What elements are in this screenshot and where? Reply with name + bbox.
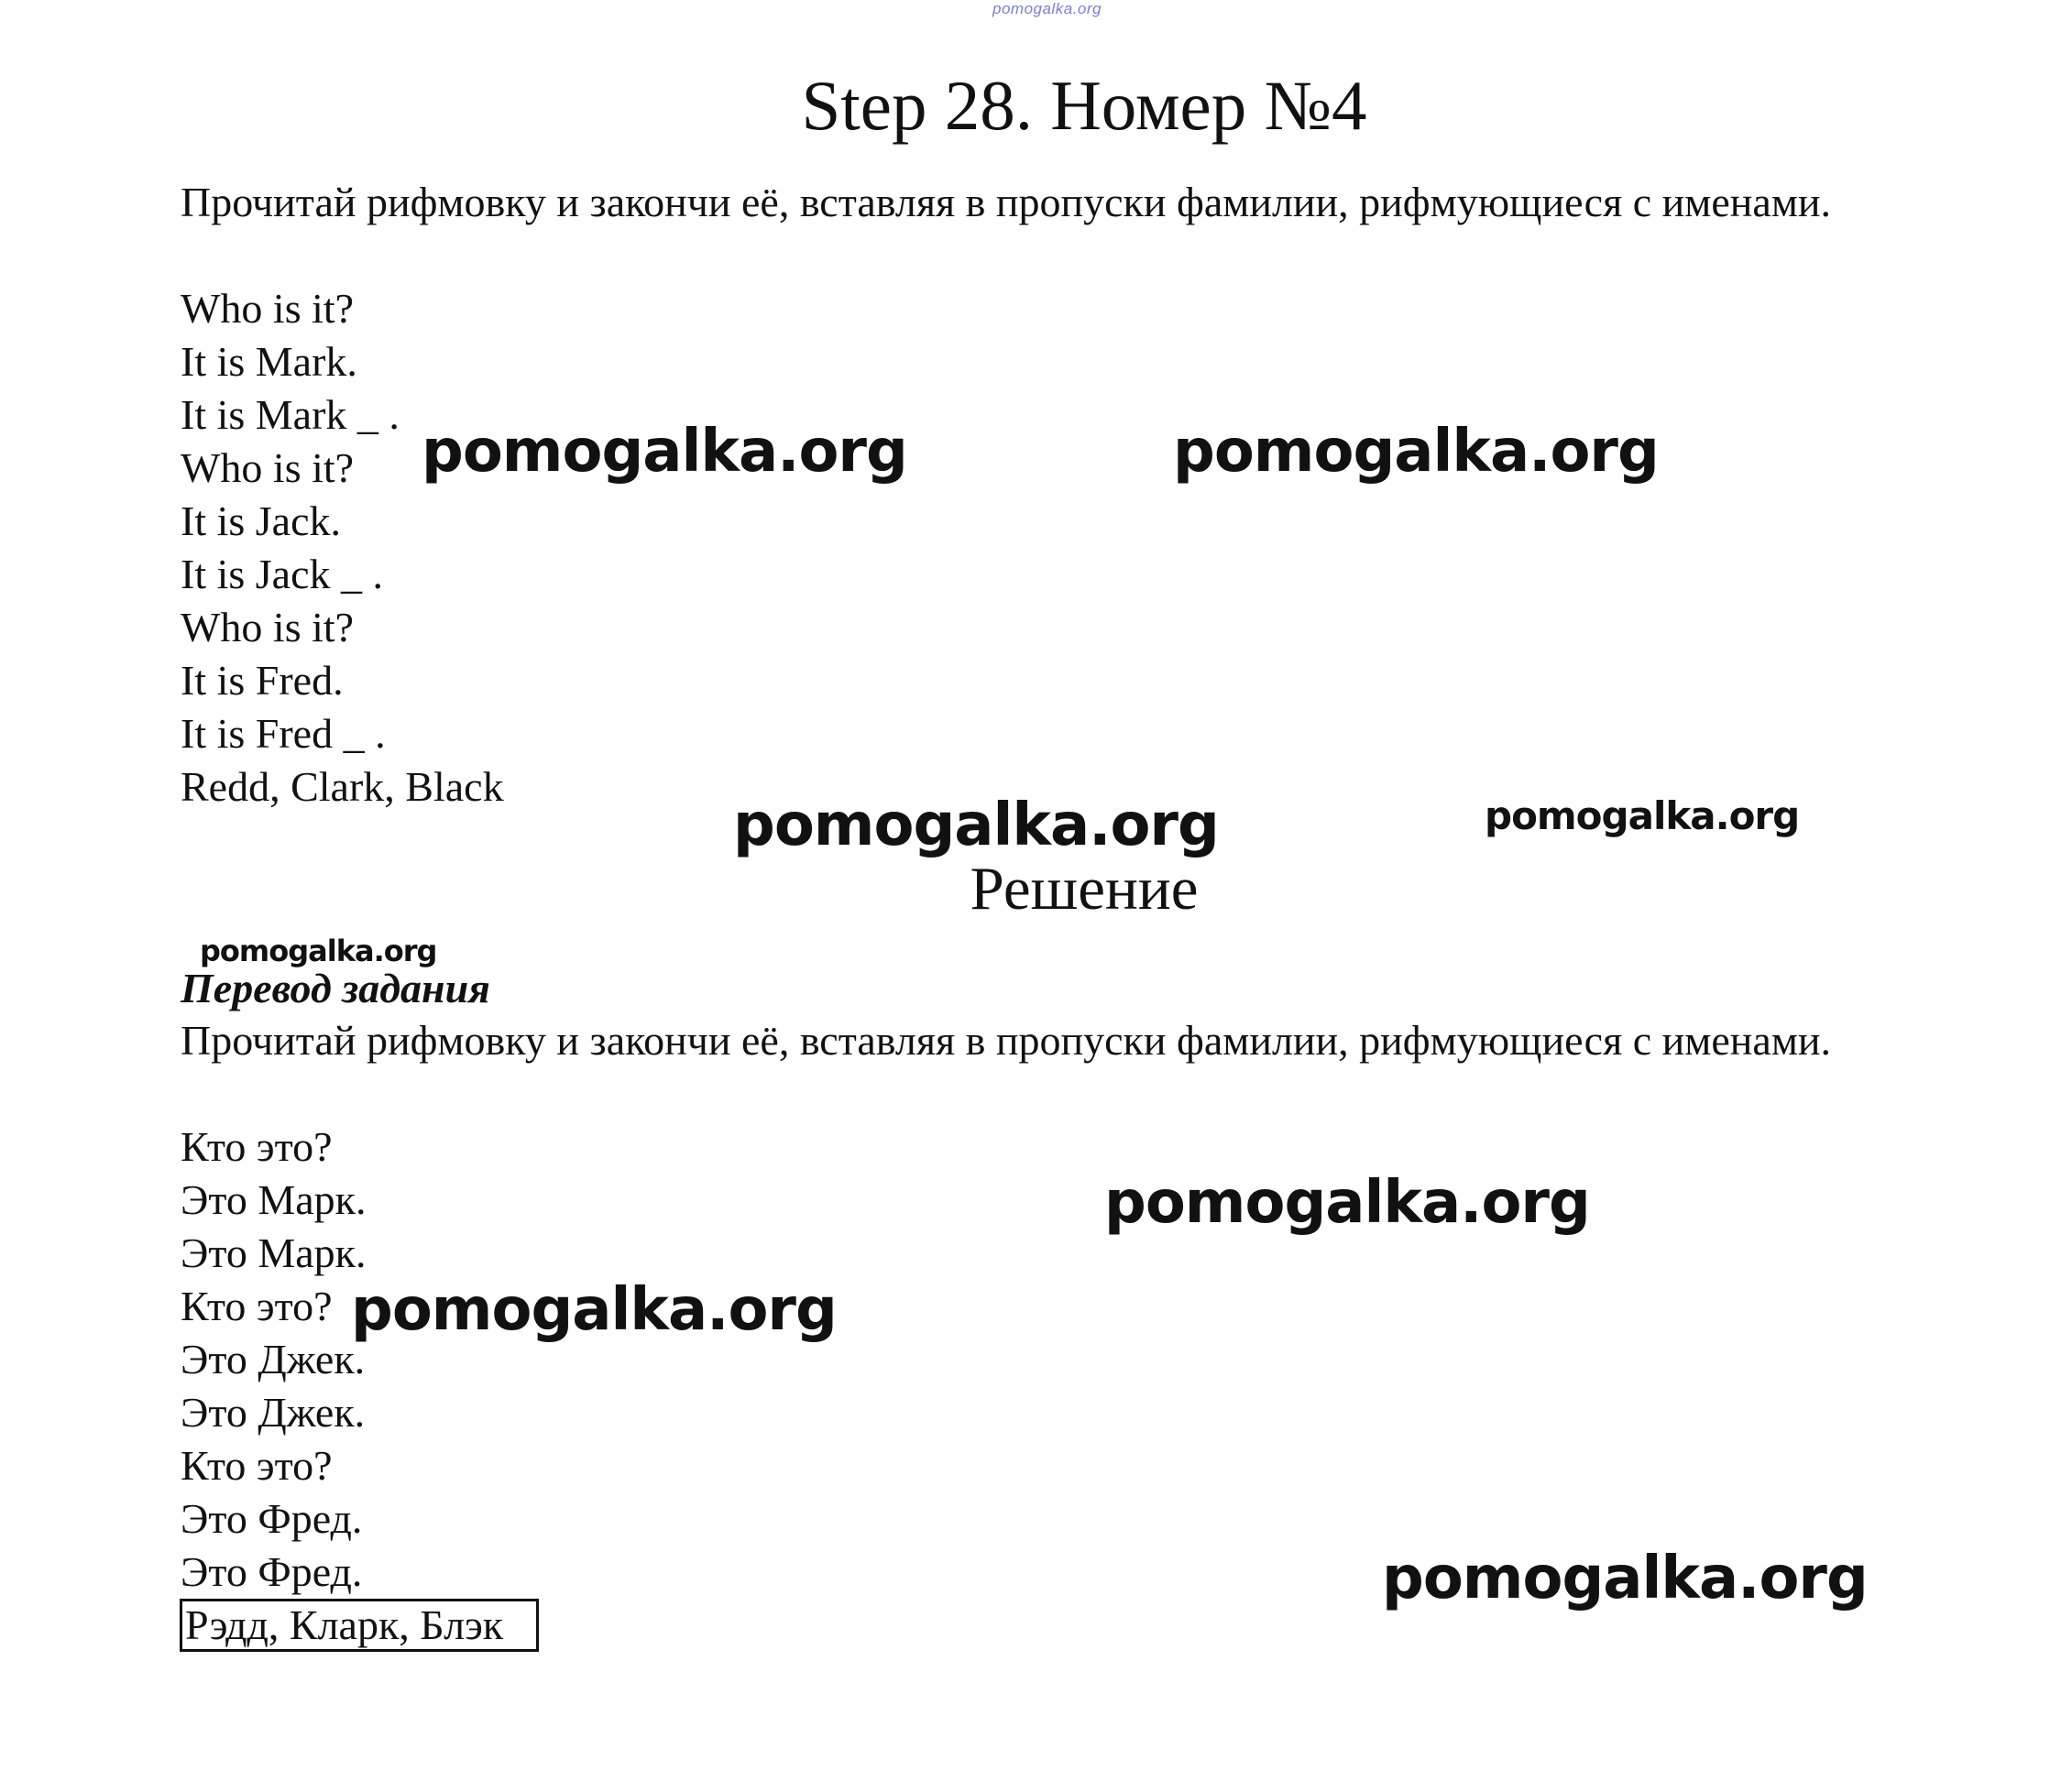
task-line: It is Jack _ . bbox=[181, 551, 384, 597]
translation-line: Это Джек. bbox=[181, 1336, 366, 1382]
translation-line: Кто это? bbox=[181, 1283, 333, 1329]
watermark: pomogalka.org bbox=[200, 934, 437, 968]
translation-line: Это Джек. bbox=[181, 1389, 366, 1436]
translation-instruction: Прочитай рифмовку и закончи её, вставляя в пропуски фамилии, рифмующиеся с именами. bbox=[181, 1017, 1832, 1064]
translation-subheading: Перевод задания bbox=[181, 965, 490, 1011]
watermark: pomogalka.org bbox=[1382, 1545, 1868, 1612]
task-line: Who is it? bbox=[181, 604, 355, 650]
watermark: pomogalka.org bbox=[1104, 1169, 1590, 1237]
task-line: Who is it? bbox=[181, 285, 355, 332]
site-mark: pomogalka.org bbox=[992, 0, 1102, 17]
answer-options: Redd, Clark, Black bbox=[181, 763, 504, 810]
task-line: It is Fred. bbox=[181, 657, 344, 704]
watermark: pomogalka.org bbox=[1485, 793, 1800, 838]
watermark: pomogalka.org bbox=[351, 1276, 837, 1344]
translation-line: Это Марк. bbox=[181, 1176, 367, 1223]
translation-line: Это Марк. bbox=[181, 1229, 367, 1276]
watermark: pomogalka.org bbox=[1173, 418, 1659, 486]
answer-box: Рэдд, Кларк, Блэк bbox=[180, 1599, 539, 1652]
watermark: pomogalka.org bbox=[733, 792, 1219, 859]
translation-line: Это Фред. bbox=[181, 1495, 363, 1542]
translation-line: Кто это? bbox=[181, 1123, 333, 1170]
task-line: Who is it? bbox=[181, 444, 355, 491]
watermark: pomogalka.org bbox=[422, 418, 907, 486]
task-line: It is Fred _ . bbox=[181, 710, 386, 757]
translation-line: Кто это? bbox=[181, 1442, 333, 1489]
translation-line: Это Фред. bbox=[181, 1548, 363, 1595]
solution-heading: Решение bbox=[970, 855, 1199, 923]
task-line: It is Mark. bbox=[181, 338, 357, 385]
task-line: It is Jack. bbox=[181, 497, 342, 544]
page-title: Step 28. Номер №4 bbox=[801, 66, 1367, 145]
task-instruction: Прочитай рифмовку и закончи её, вставляя в пропуски фамилии, рифмующиеся с именами. bbox=[181, 179, 1832, 225]
task-line: It is Mark _ . bbox=[181, 391, 400, 438]
